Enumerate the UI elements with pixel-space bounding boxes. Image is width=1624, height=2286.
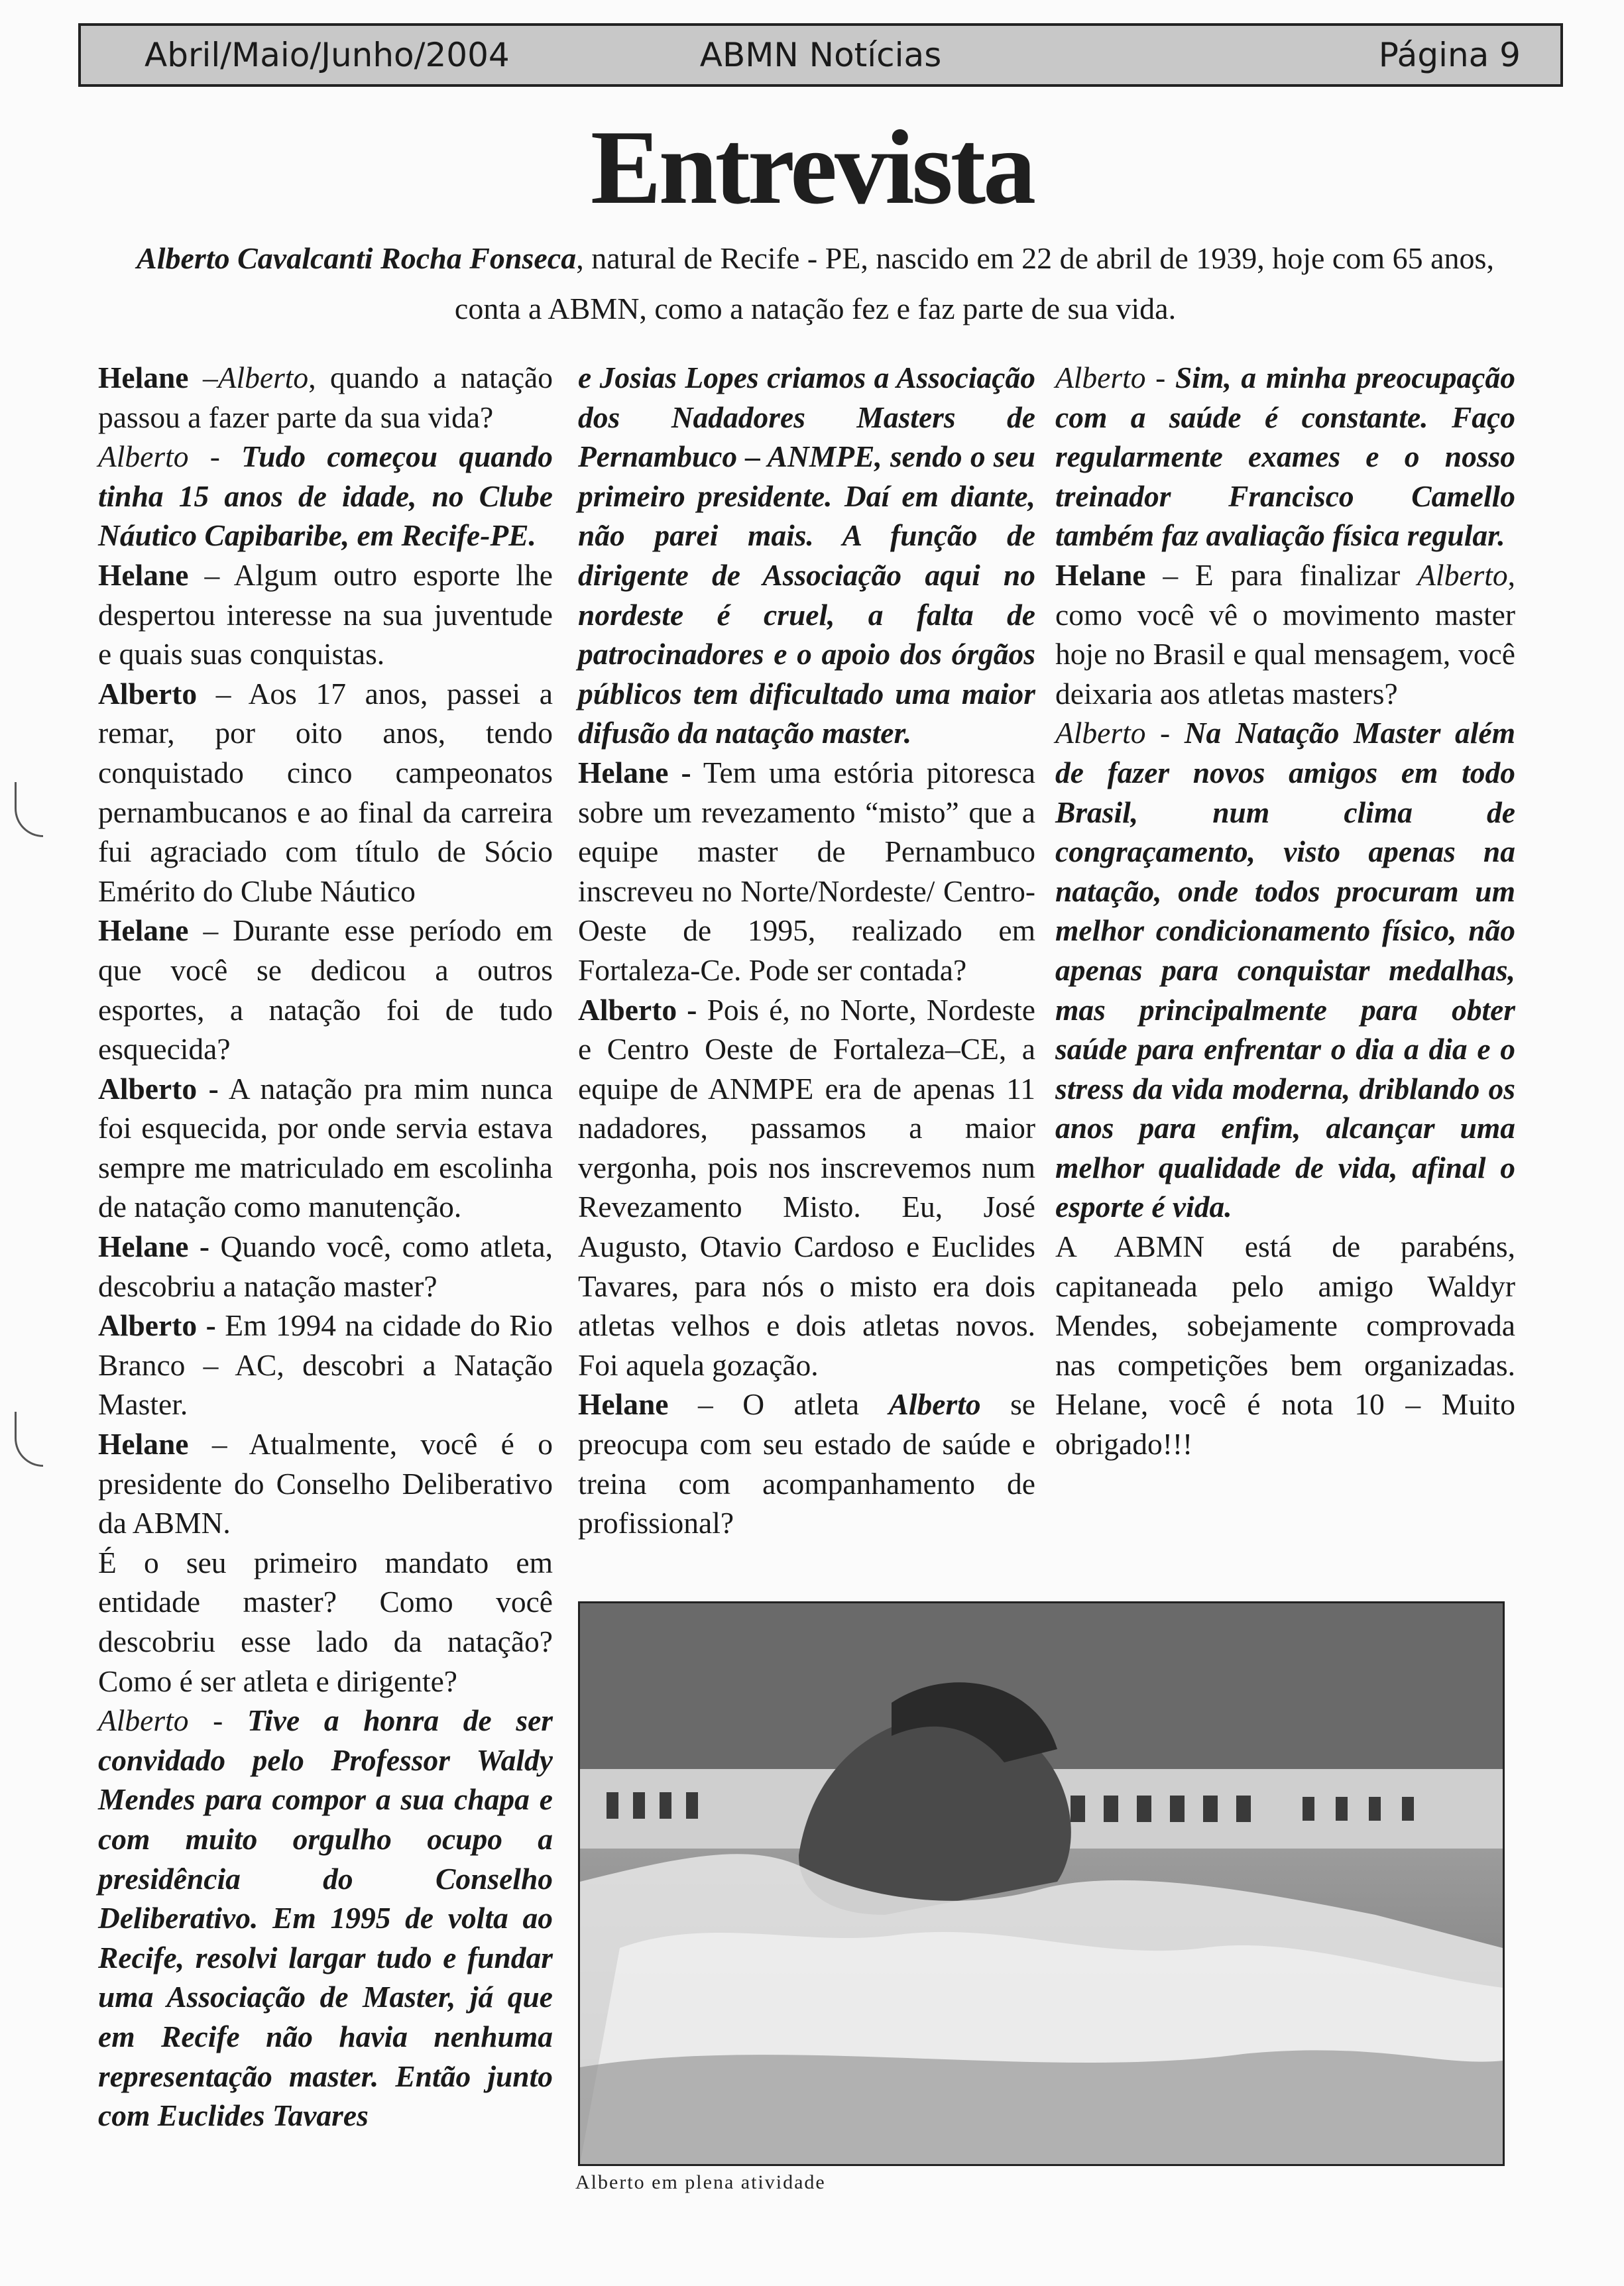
column-3 xyxy=(1055,358,1515,1464)
column-1 xyxy=(98,358,553,2136)
publication-name: ABMN Notícias xyxy=(699,36,942,74)
swimmer-photo xyxy=(578,1601,1505,2166)
question-7: Helane – O atleta Alberto se preocupa com seu estado de saúde e treina com acompanhamento de profissional? xyxy=(578,1387,1035,1540)
question-2: Helane – Algum outro esporte lhe despertou interesse na sua juventude e quais suas conquistas. xyxy=(98,557,553,671)
answer-5: Alberto - Tive a honra de ser convidado pelo Professor Waldy Mendes para compor a sua chapa e com muito orgulho ocupo a presidência do Conselho Deliberativo. Em 1995 de volta ao Recife, resolvi largar tudo e fundar uma Associação de Master, já que em Recife não havia nenhuma representação master. Então junto com Euclides Tavares xyxy=(98,1703,553,2133)
lead-text: , natural de Recife - PE, nascido em 22 de abril de 1939, hoje com 65 anos, conta a ABMN, como a natação fez e faz parte de sua vida. xyxy=(454,241,1494,325)
answer-3: Alberto - A natação pra mim nunca foi esquecida, por onde servia estava sempre me matriculado em escolinha de natação como manutenção. xyxy=(98,1071,553,1224)
issue-date: Abril/Maio/Junho/2004 xyxy=(145,36,510,74)
answer-5-cont: e Josias Lopes criamos a Associação dos Nadadores Masters de Pernambuco – ANMPE, sendo o seu primeiro presidente. Daí em diante, não parei mais. A função de dirigente de Associação aqui no nordeste é cruel, a falta de patrocinadores e o apoio dos órgãos públicos tem dificultado uma maior difusão da natação master. xyxy=(578,361,1035,750)
page-header xyxy=(78,23,1563,87)
lead-name: Alberto Cavalcanti Rocha Fonseca xyxy=(137,241,577,275)
question-3: Helane – Durante esse período em que você se dedicou a outros esportes, a natação foi de tudo esquecida? xyxy=(98,913,553,1066)
photo-caption: Alberto em plena atividade xyxy=(575,2171,826,2193)
swimmer-illustration xyxy=(580,1603,1503,2164)
page-number: Página 9 xyxy=(1378,36,1521,74)
column-2 xyxy=(578,358,1035,1543)
answer-1: Alberto - Tudo começou quando tinha 15 anos de idade, no Clube Náutico Capibaribe, em Recife-PE. xyxy=(98,439,553,553)
question-6: Helane - Tem uma estória pitoresca sobre um revezamento “misto” que a equipe master de Pernambuco inscreveu no Norte/Nordeste/ Centro-Oeste de 1995, realizado em Fortaleza-Ce. Pode ser contada? xyxy=(578,755,1035,987)
question-1: Helane –Alberto, quando a natação passou a fazer parte da sua vida? xyxy=(98,361,553,434)
article-title: Entrevista xyxy=(590,108,1034,226)
answer-8: Alberto - Na Natação Master além de fazer novos amigos em todo Brasil, num clima de congraçamento, visto apenas na natação, onde todos procuram um melhor condicionamento físico, não apenas para conquistar medalhas, mas principalmente para obter saúde para enfrentar o dia a dia e o stress da vida moderna, driblando os anos para enfim, alcançar uma melhor qualidade de vida, afinal o esporte é vida. xyxy=(1055,716,1515,1224)
question-5: Helane – Atualmente, você é o presidente do Conselho Deliberativo da ABMN. xyxy=(98,1427,553,1540)
answer-6: Alberto - Pois é, no Norte, Nordeste e Centro Oeste de Fortaleza–CE, a equipe de ANMPE era de apenas 11 nadadores, passamos a maior vergonha, pois nos inscrevemos num Revezamento Misto. Eu, José Augusto, Otavio Cardoso e Euclides Tavares, para nós o misto era dois atletas velhos e dois atletas novos. Foi aquela gozação. xyxy=(578,992,1036,1382)
answer-4: Alberto - Em 1994 na cidade do Rio Branco – AC, descobri a Natação Master. xyxy=(98,1308,553,1422)
binder-hole-mark-bottom xyxy=(15,1412,43,1467)
question-4: Helane - Quando você, como atleta, descobriu a natação master? xyxy=(98,1229,553,1303)
answer-2: Alberto – Aos 17 anos, passei a remar, por oito anos, tendo conquistado cinco campeonatos pernambucanos e ao final da carreira fui agraciado com título de Sócio Emérito do Clube Náutico xyxy=(98,676,553,908)
question-5-cont: É o seu primeiro mandato em entidade master? Como você descobriu esse lado da natação? Como é ser atleta e dirigente? xyxy=(98,1545,553,1698)
binder-hole-mark-top xyxy=(15,782,43,837)
closing-note: A ABMN está de parabéns, capitaneada pelo amigo Waldyr Mendes, sobejamente comprovada nas competições bem organizadas. Helane, você é nota 10 – Muito obrigado!!! xyxy=(1055,1229,1515,1461)
question-8: Helane – E para finalizar Alberto, como você vê o movimento master hoje no Brasil e qual mensagem, você deixaria aos atletas masters? xyxy=(1055,557,1515,711)
answer-7: Alberto - Sim, a minha preocupação com a saúde é constante. Faço regularmente exames e o nosso treinador Francisco Camello também faz avaliação física regular. xyxy=(1055,361,1515,553)
article-lead xyxy=(106,233,1525,334)
